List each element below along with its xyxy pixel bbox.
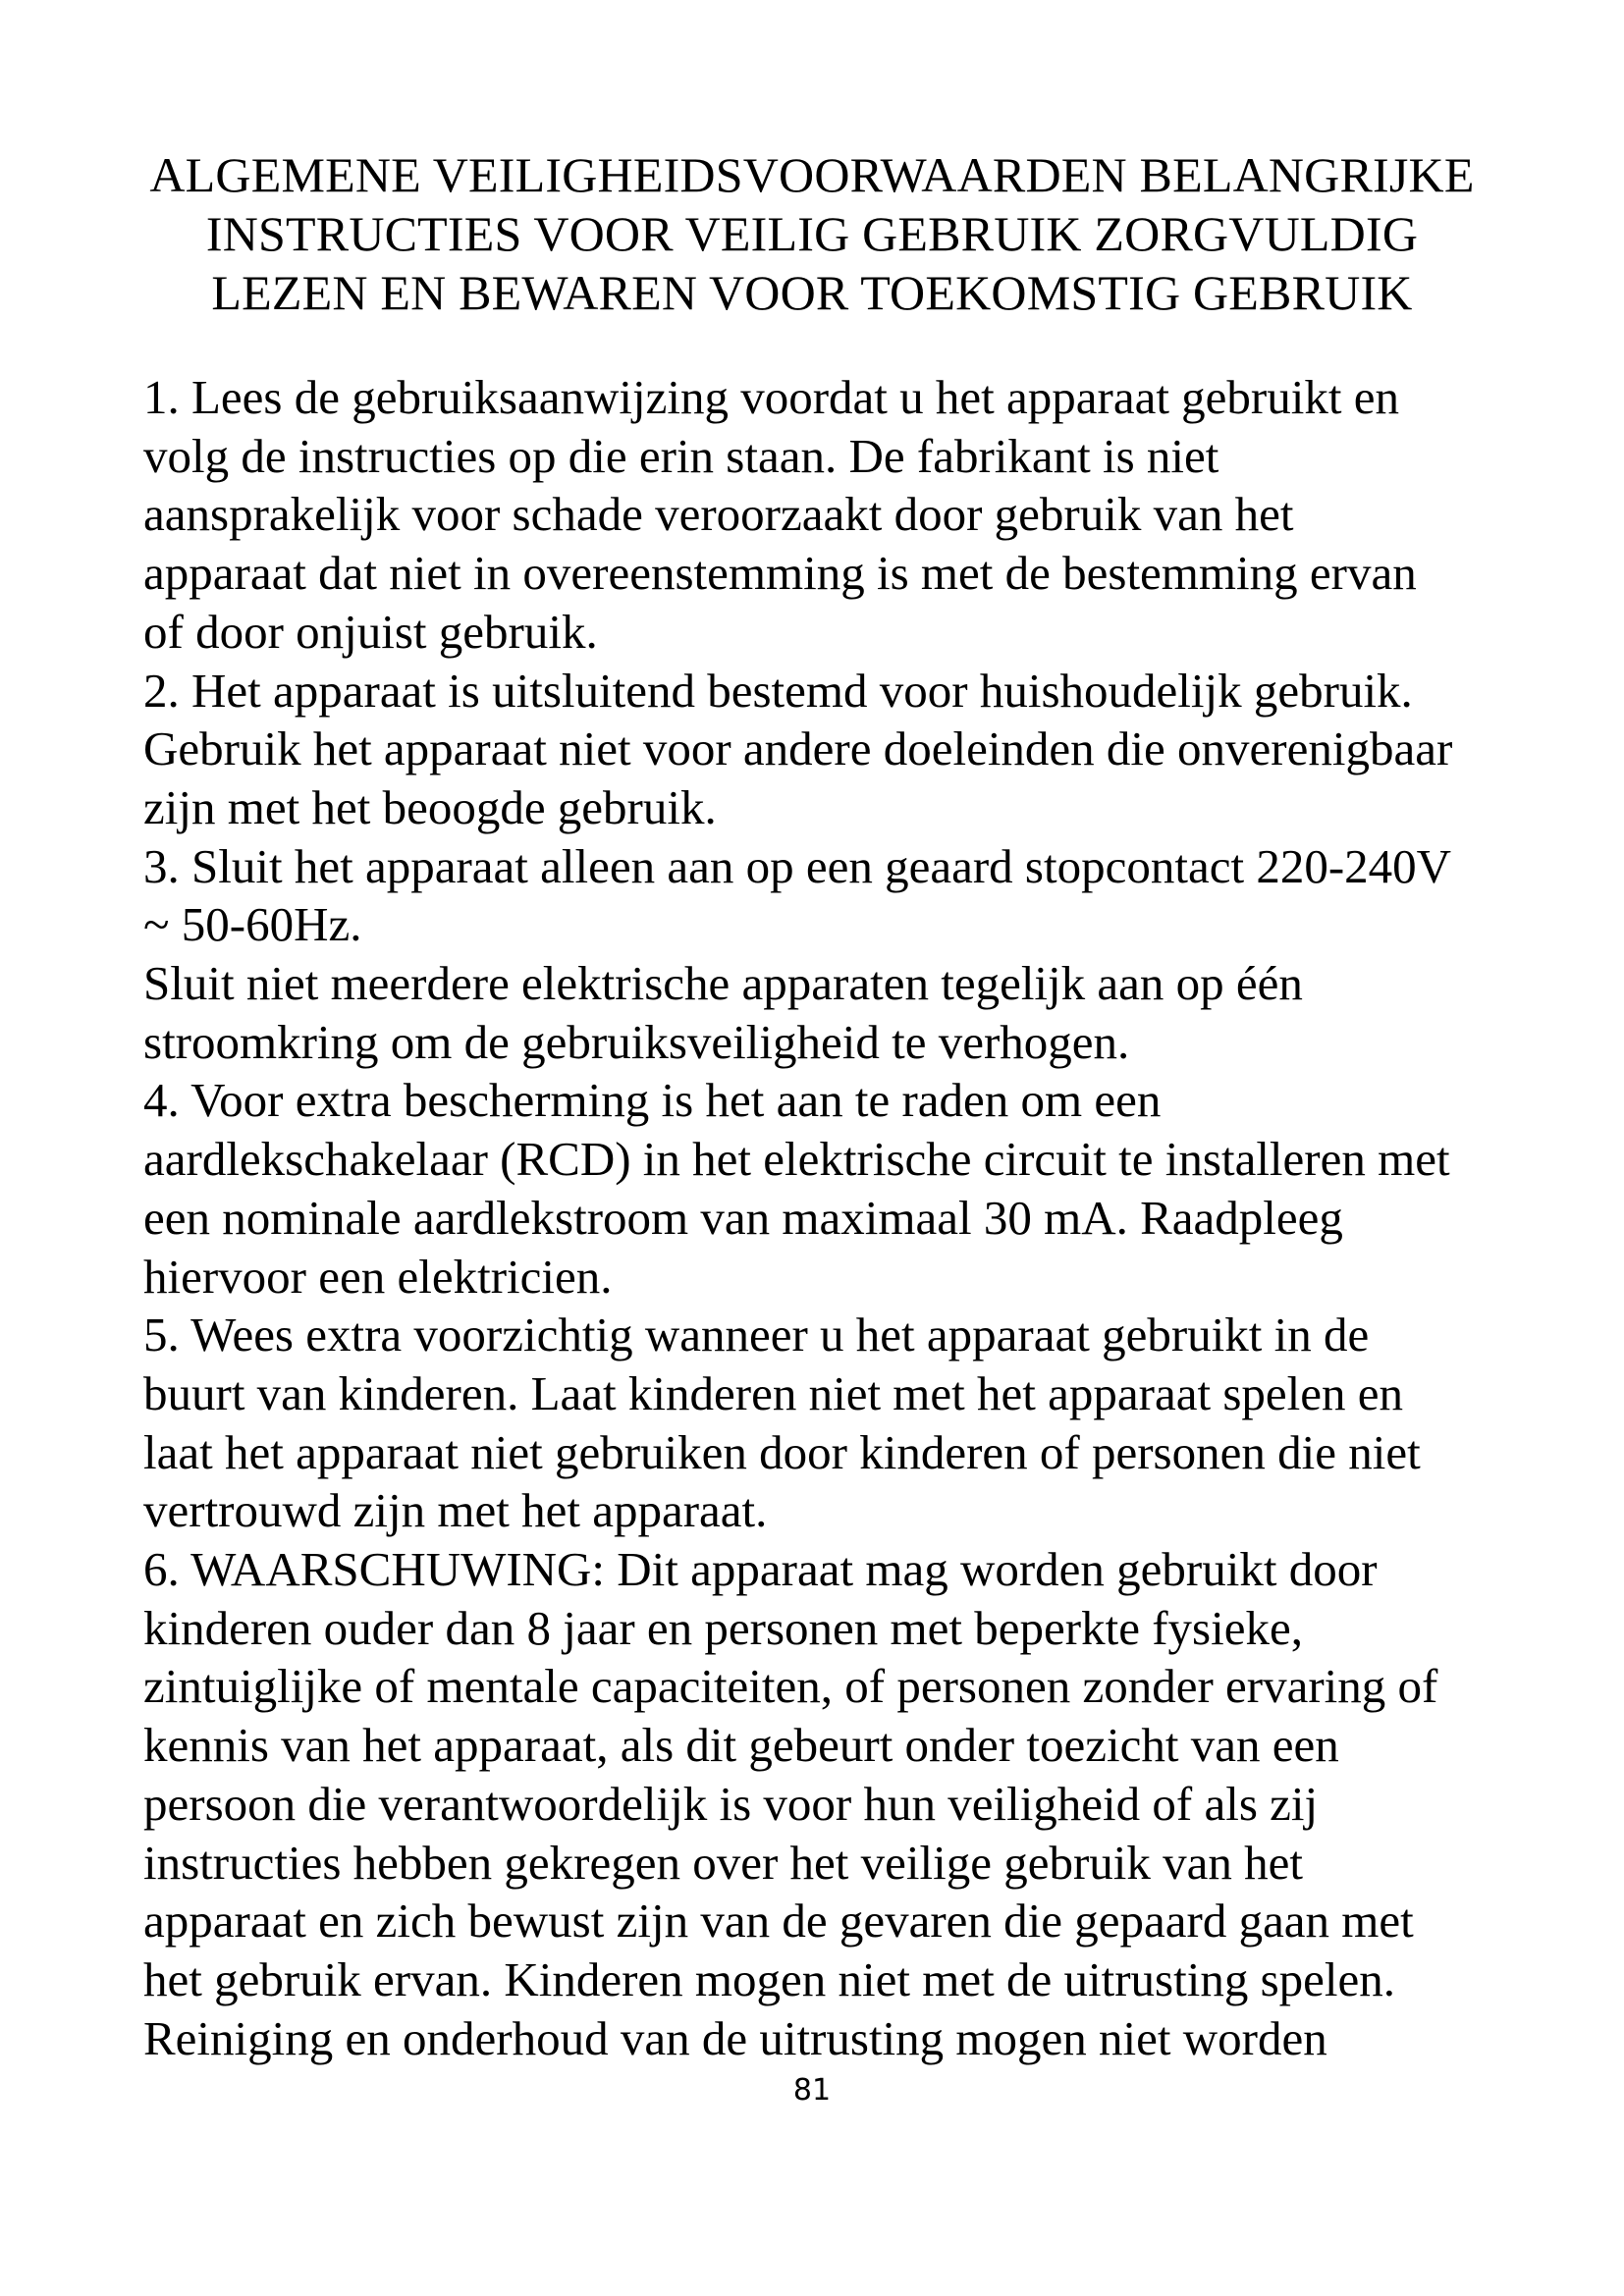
body-line: instructies hebben gekregen over het veilige gebruik van het [143,1835,1304,1890]
body-line: aardlekschakelaar (RCD) in het elektrische circuit te installeren met [143,1132,1450,1187]
body-line: zijn met het beoogde gebruik. [143,779,717,834]
safety-instructions-body [143,368,1518,2067]
body-line: kinderen ouder dan 8 jaar en personen met beperkte fysieke, [143,1600,1303,1655]
body-line: apparaat dat niet in overeenstemming is met de bestemming ervan [143,546,1417,601]
body-line: zintuiglijke of mentale capaciteiten, of personen zonder ervaring of [143,1659,1438,1714]
body-line: aansprakelijk voor schade veroorzaakt door gebruik van het [143,487,1294,542]
body-line: hiervoor een elektricien. [143,1249,613,1304]
body-line: of door onjuist gebruik. [143,604,598,659]
body-line: buurt van kinderen. Laat kinderen niet met het apparaat spelen en [143,1365,1403,1420]
body-line: stroomkring om de gebruiksveiligheid te verhogen. [143,1014,1130,1069]
body-line: 6. WAARSCHUWING: Dit apparaat mag worden gebruikt door [143,1542,1378,1597]
body-line: laat het apparaat niet gebruiken door kinderen of personen die niet [143,1424,1421,1479]
body-line: het gebruik ervan. Kinderen mogen niet met de uitrusting spelen. [143,1951,1396,2006]
body-line: 3. Sluit het apparaat alleen aan op een geaard stopcontact 220-240V [143,838,1452,893]
body-line: Reiniging en onderhoud van de uitrusting mogen niet worden [143,2010,1327,2065]
body-line: vertrouwd zijn met het apparaat. [143,1483,768,1538]
body-line: Sluit niet meerdere elektrische apparaten tegelijk aan op één [143,956,1303,1011]
title-line: LEZEN EN BEWAREN VOOR TOEKOMSTIG GEBRUIK [211,265,1413,320]
body-line: persoon die verantwoordelijk is voor hun veiligheid of als zij [143,1776,1319,1831]
body-line: 2. Het apparaat is uitsluitend bestemd voor huishoudelijk gebruik. [143,663,1413,718]
body-line: 1. Lees de gebruiksaanwijzing voordat u het apparaat gebruikt en [143,370,1399,424]
title-line: INSTRUCTIES VOOR VEILIG GEBRUIK ZORGVULDIG [205,206,1419,261]
page-number: 81 [792,2073,832,2108]
body-line: ~ 50-60Hz. [143,897,362,952]
body-line: kennis van het apparaat, als dit gebeurt onder toezicht van een [143,1718,1339,1773]
title-line: ALGEMENE VEILIGHEIDSVOORWAARDEN BELANGRIJKE [149,147,1475,202]
document-title [98,145,1526,322]
body-line: Gebruik het apparaat niet voor andere doeleinden die onverenigbaar [143,721,1453,776]
body-line: 4. Voor extra bescherming is het aan te raden om een [143,1073,1162,1128]
body-line: een nominale aardlekstroom van maximaal 30 mA. Raadpleeg [143,1190,1343,1245]
body-line: apparaat en zich bewust zijn van de gevaren die gepaard gaan met [143,1894,1414,1949]
body-line: 5. Wees extra voorzichtig wanneer u het apparaat gebruikt in de [143,1308,1370,1362]
body-line: volg de instructies op die erin staan. De fabrikant is niet [143,428,1219,483]
